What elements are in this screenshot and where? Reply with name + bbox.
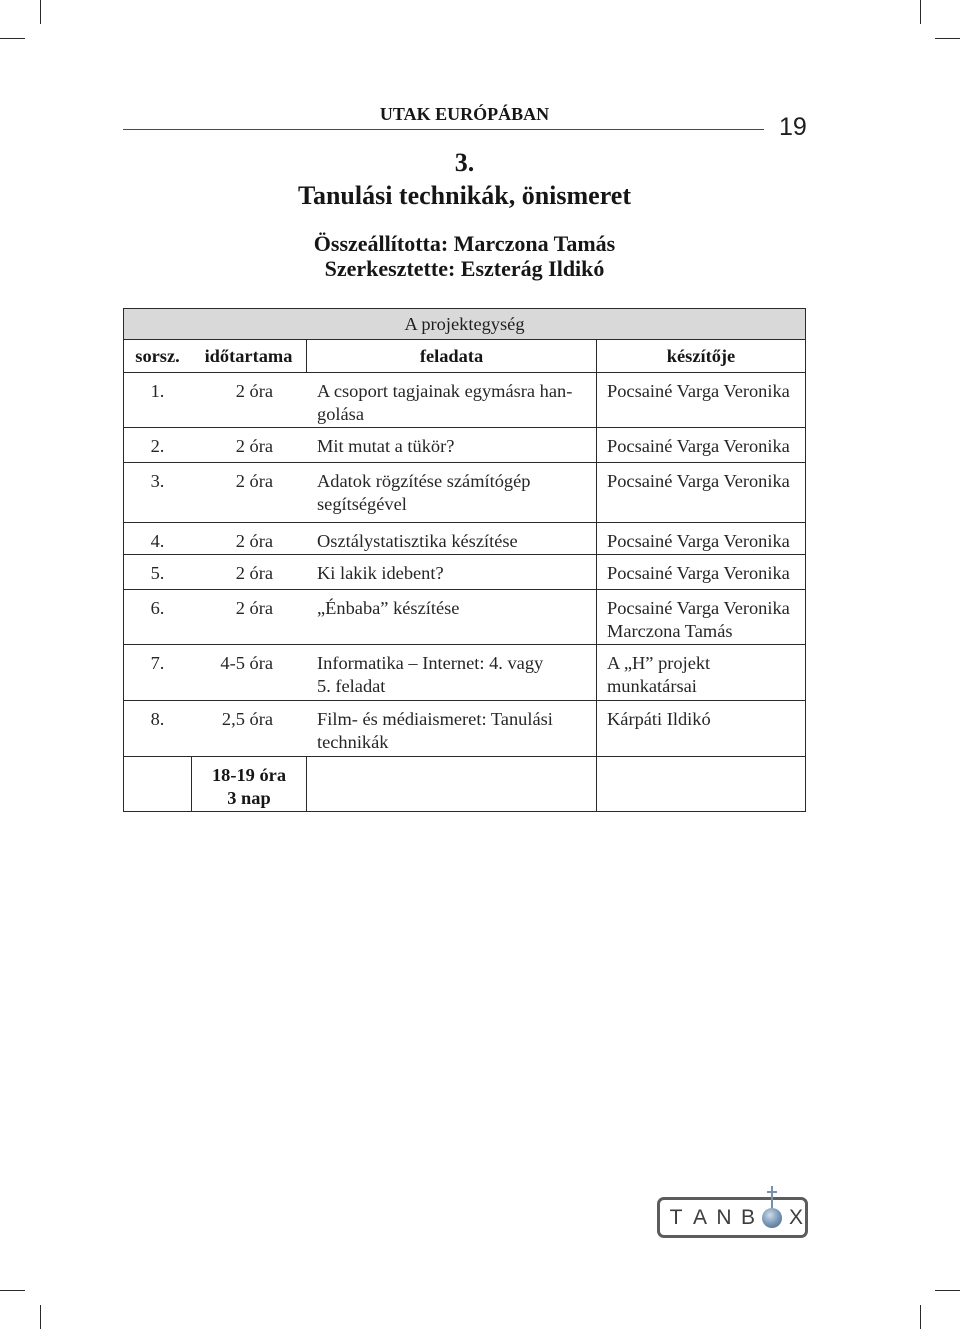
total-empty-cell	[596, 757, 806, 812]
row-task: Adatok rögzítése számítógép segítségével	[306, 463, 596, 523]
row-number: 8.	[123, 701, 191, 757]
column-header-duration: időtartama	[191, 340, 306, 373]
row-task: Mit mutat a tükör?	[306, 428, 596, 463]
crop-mark	[0, 38, 25, 39]
row-duration: 2 óra	[191, 463, 306, 523]
crop-mark	[920, 1305, 921, 1329]
row-number: 6.	[123, 590, 191, 645]
crop-mark	[920, 0, 921, 24]
row-task: Osztálystatisztika készítése	[306, 523, 596, 555]
project-unit-table	[123, 308, 806, 812]
running-title: UTAK EURÓPÁBAN	[379, 104, 550, 124]
logo-letter: A	[692, 1206, 707, 1229]
crop-mark	[935, 38, 960, 39]
crop-mark	[40, 0, 41, 24]
table-caption: A projektegység	[123, 308, 806, 340]
row-number: 7.	[123, 645, 191, 701]
row-duration: 2 óra	[191, 590, 306, 645]
row-author: Pocsainé Varga Veronika Marczona Tamás	[596, 590, 806, 645]
logo-letter: N	[716, 1206, 732, 1229]
row-author: Pocsainé Varga Veronika	[596, 555, 806, 590]
crop-mark	[935, 1290, 960, 1291]
logo-letter: T	[669, 1206, 683, 1229]
row-number: 1.	[123, 373, 191, 428]
row-duration: 2 óra	[191, 428, 306, 463]
row-number: 3.	[123, 463, 191, 523]
chapter-number: 3.	[454, 148, 475, 177]
header-rule	[123, 129, 764, 130]
row-author: Kárpáti Ildikó	[596, 701, 806, 757]
row-duration: 2 óra	[191, 523, 306, 555]
row-number: 5.	[123, 555, 191, 590]
row-task: A csoport tagjainak egymásra han- golása	[306, 373, 596, 428]
row-author: A „H” projekt munkatársai	[596, 645, 806, 701]
crop-mark	[40, 1305, 41, 1329]
logo-letter: B	[740, 1206, 755, 1229]
tanbox-logo	[657, 1197, 808, 1238]
column-header-author: készítője	[596, 340, 806, 373]
row-duration: 2 óra	[191, 373, 306, 428]
logo-letter: X	[788, 1206, 803, 1229]
row-task: Film- és médiaismeret: Tanulási technikák	[306, 701, 596, 757]
row-number: 4.	[123, 523, 191, 555]
row-task: Ki lakik idebent?	[306, 555, 596, 590]
total-empty-cell	[306, 757, 596, 812]
row-number: 2.	[123, 428, 191, 463]
row-author: Pocsainé Varga Veronika	[596, 373, 806, 428]
row-author: Pocsainé Varga Veronika	[596, 463, 806, 523]
cross-icon	[767, 1191, 777, 1193]
row-duration: 2 óra	[191, 555, 306, 590]
page-number: 19	[779, 113, 807, 141]
chapter-title: Tanulási technikák, önismeret	[297, 181, 631, 210]
total-empty-cell	[123, 757, 191, 812]
cross-icon	[771, 1186, 773, 1208]
column-header-number: sorsz.	[123, 340, 191, 373]
globe-icon	[762, 1208, 782, 1228]
row-author: Pocsainé Varga Veronika	[596, 428, 806, 463]
row-author: Pocsainé Varga Veronika	[596, 523, 806, 555]
row-duration: 2,5 óra	[191, 701, 306, 757]
row-task: „Énbaba” készítése	[306, 590, 596, 645]
compiled-by: Összeállította: Marczona Tamás	[313, 231, 616, 256]
crop-mark	[0, 1290, 25, 1291]
row-duration: 4-5 óra	[191, 645, 306, 701]
row-task: Informatika – Internet: 4. vagy 5. feladat	[306, 645, 596, 701]
total-duration: 18-19 óra 3 nap	[191, 757, 306, 812]
edited-by: Szerkesztette: Eszterág Ildikó	[324, 256, 605, 281]
column-header-task: feladata	[306, 340, 596, 373]
